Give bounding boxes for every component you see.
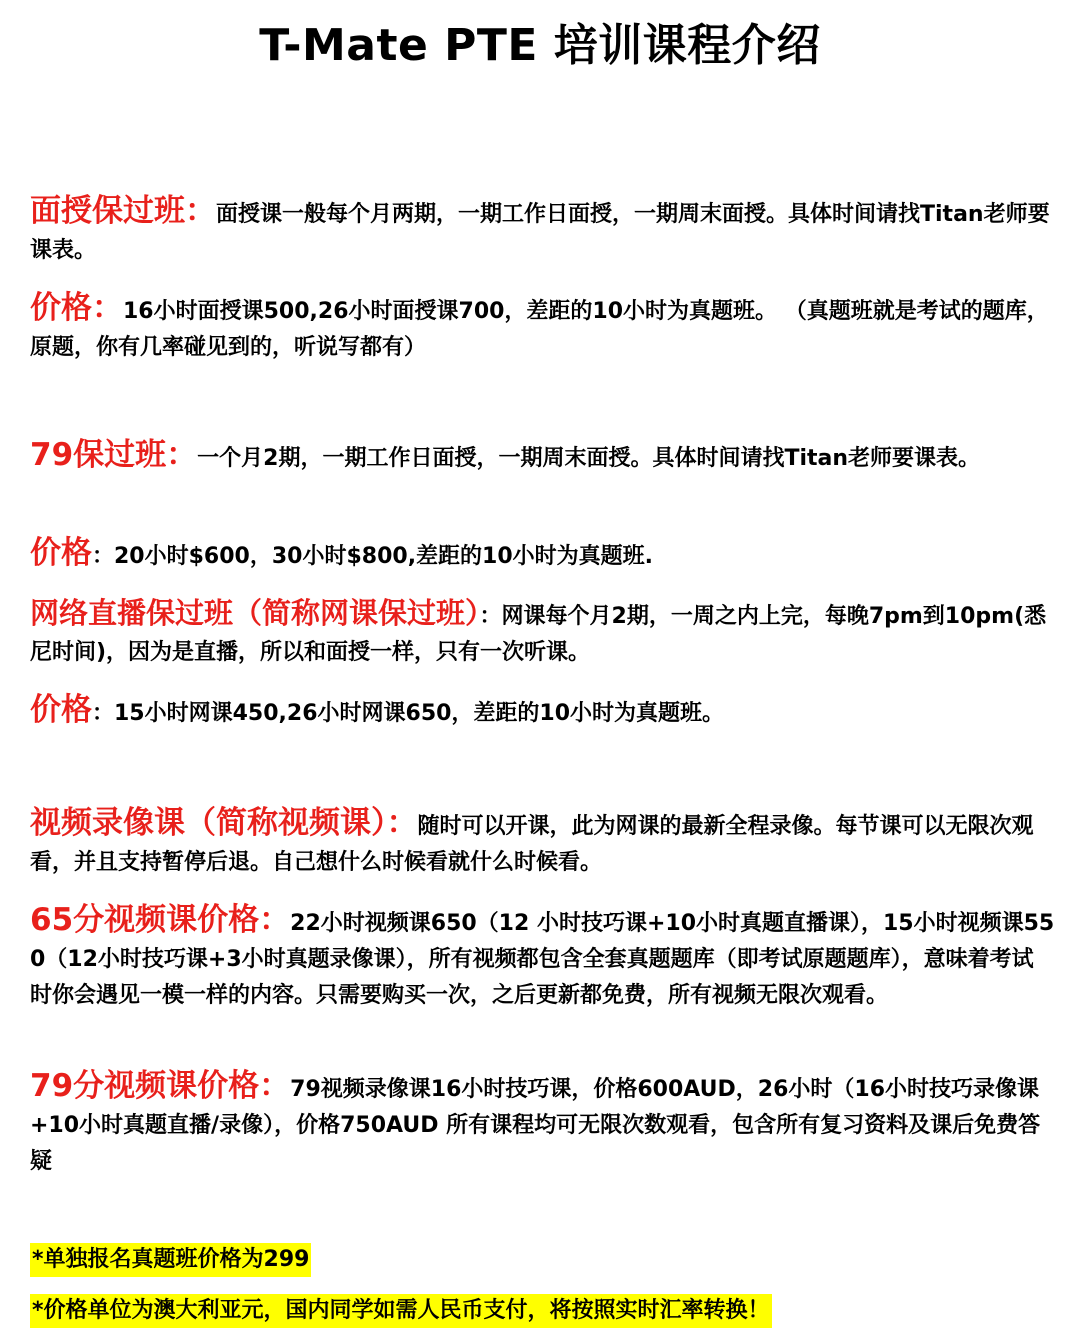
online-live-section	[30, 595, 1055, 671]
class79-price-text: ：20小时$600，30小时$800,差距的10小时为真题班.	[92, 544, 654, 569]
video-text: 随时可以开课，此为网课的最新全程录像。每节课可以无限次观看，并且支持暂停后退。自己想什么时候看就什么时候看。	[30, 814, 1034, 875]
class79-label: 79保过班：	[30, 437, 198, 473]
video-price79-text: 79视频录像课16小时技巧课，价格600AUD，26小时（16小时技巧录像课+10小时真题直播/录像），价格750AUD 所有课程均可无限次数观看，包含所有复习资料及课后免费答疑	[30, 1077, 1041, 1174]
online-live-text: ：网课每个月2期，一周之内上完，每晚7pm到10pm(悉尼时间)，因为是直播，所以和面授一样，只有一次听课。	[30, 604, 1047, 665]
page-title: T-Mate PTE 培训课程介绍	[259, 20, 821, 71]
face-to-face-price	[30, 290, 1055, 366]
video-price79	[30, 1068, 1055, 1180]
video-price79-label: 79分视频课价格：	[30, 1068, 291, 1104]
video-price65-text: 22小时视频课650（12 小时技巧课+10小时真题直播课），15小时视频课550（12小时技巧课+3小时真题录像课），所有视频都包含全套真题题库（即考试原题题库），意味着考试时你会遇见一模一样的内容。只需要购买一次，之后更新都免费，所有视频无限次观看。	[30, 911, 1055, 1008]
class79-text: 一个月2期，一期工作日面授，一期周末面授。具体时间请找Titan老师要课表。	[197, 446, 981, 471]
online-live-price	[30, 692, 1055, 732]
video-price65	[30, 902, 1055, 1014]
note-currency: *价格单位为澳大利亚元，国内同学如需人民币支付，将按照实时汇率转换！	[30, 1294, 772, 1328]
video-price65-label: 65分视频课价格：	[30, 902, 291, 938]
face-to-face-text: 面授课一般每个月两期，一期工作日面授，一期周末面授。具体时间请找Titan老师要课表。	[30, 202, 1050, 263]
face-to-face-label: 面授保过班：	[30, 193, 216, 229]
face-to-face-price-text: 16小时面授课500,26小时面授课700，差距的10小时为真题班。 （真题班就是考试的题库，原题，你有几率碰见到的，听说写都有）	[30, 299, 1049, 360]
online-live-price-label: 价格	[30, 692, 92, 728]
class79-price	[30, 535, 1055, 575]
video-label: 视频录像课（简称视频课）：	[30, 805, 418, 841]
online-live-label: 网络直播保过班（简称网课保过班）	[30, 596, 480, 630]
class79-section	[30, 437, 1055, 477]
online-live-price-text: ：15小时网课450,26小时网课650，差距的10小时为真题班。	[92, 701, 725, 726]
class79-price-label: 价格	[30, 535, 92, 571]
video-section	[30, 805, 1055, 881]
face-to-face-section	[30, 193, 1055, 269]
face-to-face-price-label: 价格：	[30, 290, 123, 326]
note-exam-class-price: *单独报名真题班价格为299	[30, 1243, 311, 1277]
